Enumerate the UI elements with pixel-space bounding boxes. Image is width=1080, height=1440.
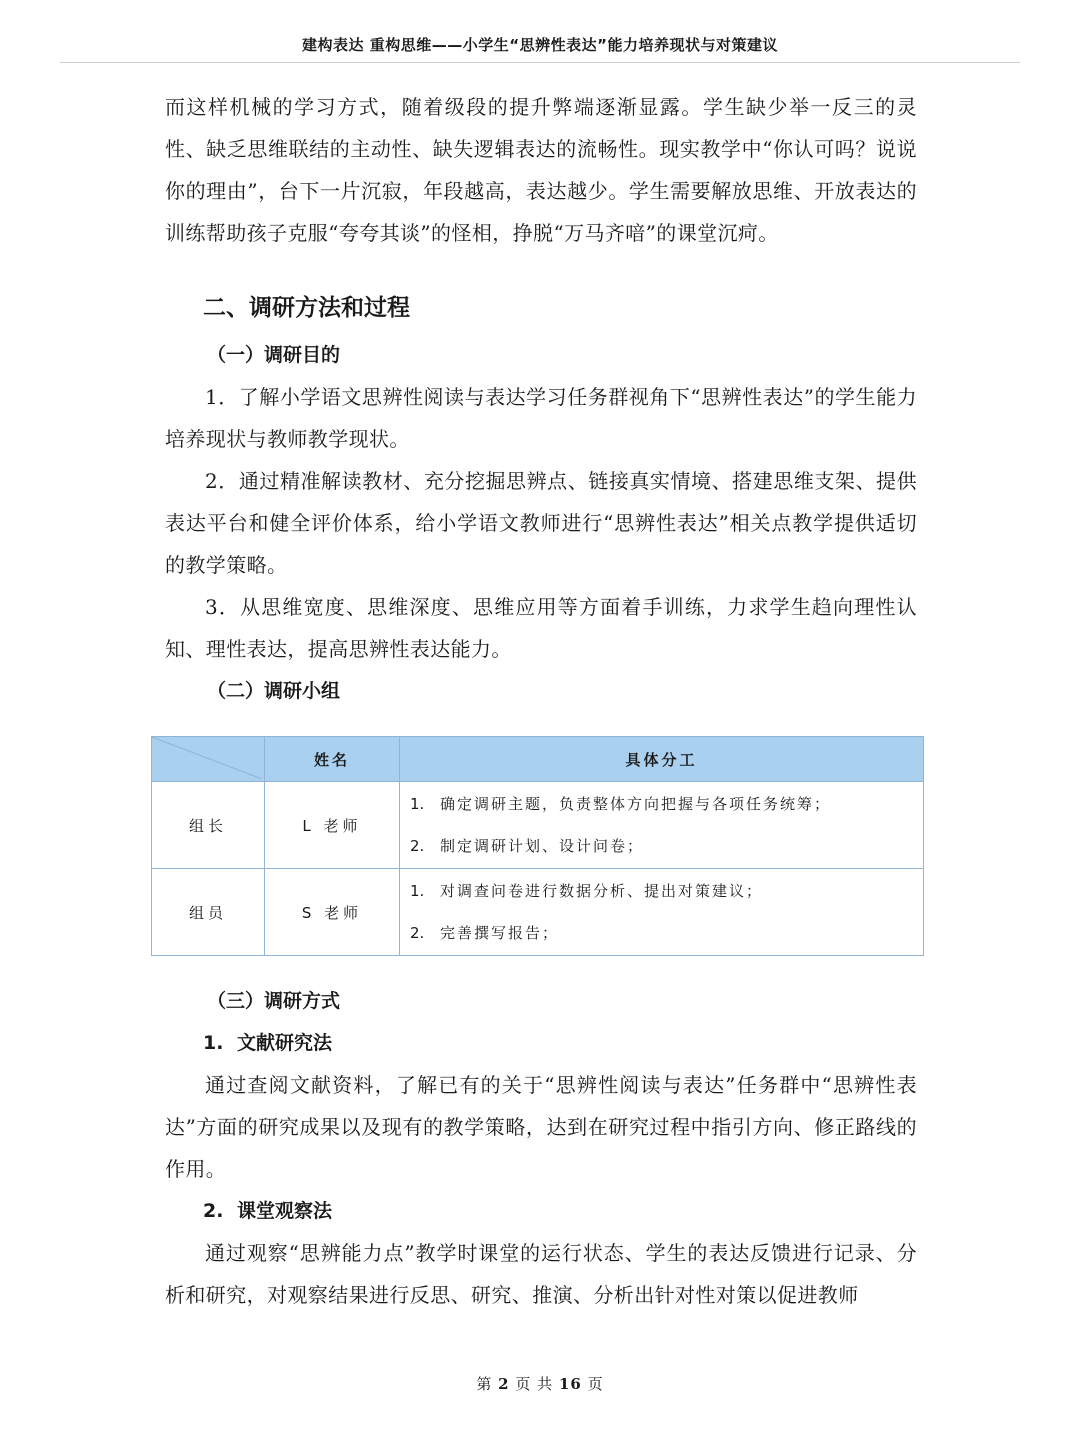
subsection-heading-methods: （三）调研方式 [207, 990, 341, 1012]
column-header-duty: 具体分工 [400, 737, 924, 782]
document-body [165, 86, 917, 712]
section-heading: 二、调研方法和过程 [203, 295, 410, 321]
team-table [151, 736, 924, 956]
method-heading-1: 1. 文献研究法 [203, 1032, 333, 1054]
table-row [152, 869, 924, 956]
page-footer: 第 2 页 共 16 页 [476, 1375, 604, 1393]
subsection-heading-purpose: （一）调研目的 [207, 344, 341, 366]
duty-item: 2. 制定调研计划、设计问卷； [410, 837, 645, 855]
duty-cell [400, 782, 924, 869]
role-cell: 组长 [152, 782, 265, 869]
name-cell: L 老师 [265, 782, 400, 869]
subsection-heading-team: （二）调研小组 [207, 680, 341, 702]
running-header: 建构表达 重构思维——小学生“思辨性表达”能力培养现状与对策建议 [302, 36, 778, 54]
duty-item: 1. 对调查问卷进行数据分析、提出对策建议； [410, 882, 764, 900]
table-header-row [152, 737, 924, 782]
header-divider [60, 62, 1020, 63]
method-paragraph-1: 通过查阅文献资料，了解已有的关于“思辨性阅读与表达”任务群中“思辨性表达”方面的研究成果以及现有的教学策略，达到在研究过程中指引方向、修正路线的作用。 [165, 1073, 917, 1181]
page-number: 2 [498, 1375, 510, 1393]
page-total: 16 [558, 1375, 582, 1393]
purpose-item-1: 1．了解小学语文思辨性阅读与表达学习任务群视角下“思辨性表达”的学生能力培养现状与教师教学现状。 [165, 385, 917, 451]
column-header-name: 姓名 [265, 737, 400, 782]
duty-item: 2. 完善撰写报告； [410, 924, 560, 942]
purpose-item-2: 2．通过精准解读教材、充分挖掘思辨点、链接真实情境、搭建思维支架、提供表达平台和健全评价体系，给小学语文教师进行“思辨性表达”相关点教学提供适切的教学策略。 [165, 469, 917, 577]
intro-paragraph: 而这样机械的学习方式，随着级段的提升弊端逐渐显露。学生缺少举一反三的灵性、缺乏思维联结的主动性、缺失逻辑表达的流畅性。现实教学中“你认可吗？说说你的理由”，台下一片沉寂，年段越高，表达越少。学生需要解放思维、开放表达的训练帮助孩子克服“夸夸其谈”的怪相，挣脱“万马齐喑”的课堂沉疴。 [165, 95, 917, 245]
role-cell: 组员 [152, 869, 265, 956]
document-body-continued [165, 980, 917, 1316]
purpose-item-3: 3．从思维宽度、思维深度、思维应用等方面着手训练，力求学生趋向理性认知、理性表达，提高思辨性表达能力。 [165, 595, 917, 661]
method-paragraph-2: 通过观察“思辨能力点”教学时课堂的运行状态、学生的表达反馈进行记录、分析和研究，对观察结果进行反思、研究、推演、分析出针对性对策以促进教师 [165, 1241, 917, 1307]
table-row [152, 782, 924, 869]
diagonal-header-cell [152, 737, 265, 782]
name-cell: S 老师 [265, 869, 400, 956]
method-heading-2: 2. 课堂观察法 [203, 1200, 333, 1222]
diagonal-line [152, 737, 262, 779]
duty-cell [400, 869, 924, 956]
duty-item: 1. 确定调研主题，负责整体方向把握与各项任务统筹； [410, 795, 832, 813]
